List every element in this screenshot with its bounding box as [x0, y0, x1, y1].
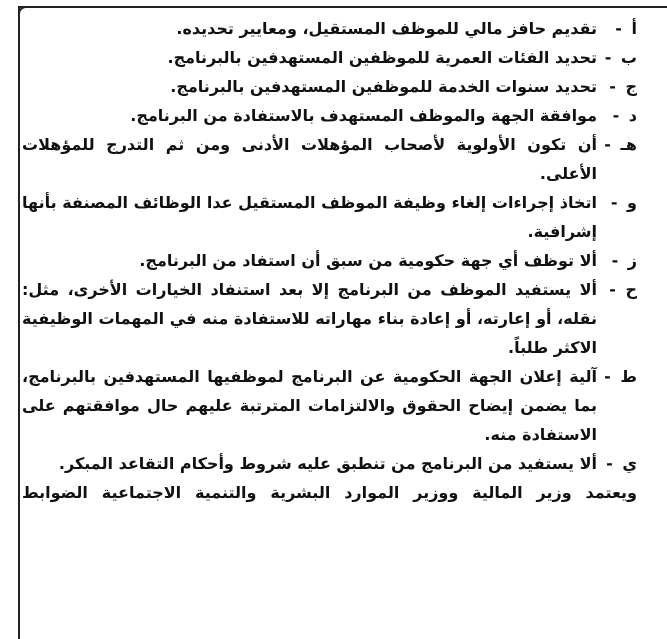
item-text: تقديم حافز مالي للموظف المستقيل، ومعايير تحديده. — [176, 19, 597, 38]
item-marker: ب - — [604, 48, 637, 67]
list-item — [22, 14, 645, 43]
item-marker: ز - — [611, 251, 637, 270]
clause-list — [22, 14, 645, 507]
item-text: أن تكون الأولوية لأصحاب المؤهلات الأدنى ومن ثم التدرج للمؤهلات الأعلى. — [22, 135, 597, 183]
closing-paragraph-line: ويعتمد وزير المالية ووزير الموارد البشرية والتنمية الاجتماعية الضوابط — [22, 483, 637, 502]
item-marker: ي - — [606, 454, 637, 473]
list-item — [22, 188, 645, 246]
list-item — [22, 43, 645, 72]
item-text: ألا يستفيد من البرنامج من تنطبق عليه شروط وأحكام التقاعد المبكر. — [58, 454, 597, 473]
frame-left-border — [18, 6, 20, 639]
item-text: تحديد سنوات الخدمة للموظفين المستهدفين بالبرنامج. — [170, 77, 597, 96]
item-marker: و - — [610, 193, 637, 212]
item-marker: ط - — [604, 367, 637, 386]
item-text: ألا توظف أي جهة حكومية من سبق أن استفاد من البرنامج. — [139, 251, 597, 270]
item-text: تحديد الفئات العمرية للموظفين المستهدفين بالبرنامج. — [167, 48, 597, 67]
list-item — [22, 101, 645, 130]
item-text: اتخاذ إجراءات إلغاء وظيفة الموظف المستقيل عدا الوظائف المصنفة بأنها إشرافية. — [22, 193, 597, 241]
item-marker: أ - — [615, 19, 637, 38]
list-item — [22, 72, 645, 101]
list-item — [22, 362, 645, 449]
item-text: موافقة الجهة والموظف المستهدف بالاستفادة من البرنامج. — [130, 106, 597, 125]
list-item — [22, 130, 645, 188]
list-item — [22, 246, 645, 275]
item-text: ألا يستفيد الموظف من البرنامج إلا بعد استنفاد الخيارات الأخرى، مثل: نقله، أو إعارته، أو إعادة بناء مهاراته للاستفادة منه في المهمات الوظيفية الاكثر طلباً. — [22, 280, 597, 357]
item-marker: هـ - — [604, 135, 637, 154]
list-item — [22, 275, 645, 362]
item-marker: ح - — [609, 280, 637, 299]
item-marker: ج - — [609, 77, 637, 96]
item-text: آلية إعلان الجهة الحكومية عن البرنامج لموظفيها المستهدفين بالبرنامج، بما يضمن إيضاح الحقوق والالتزامات المترتبة عليهم حال موافقتهم على الاستفادة منه. — [22, 367, 597, 444]
list-item — [22, 449, 645, 478]
frame-top-border — [18, 6, 667, 8]
item-marker: د - — [612, 106, 637, 125]
